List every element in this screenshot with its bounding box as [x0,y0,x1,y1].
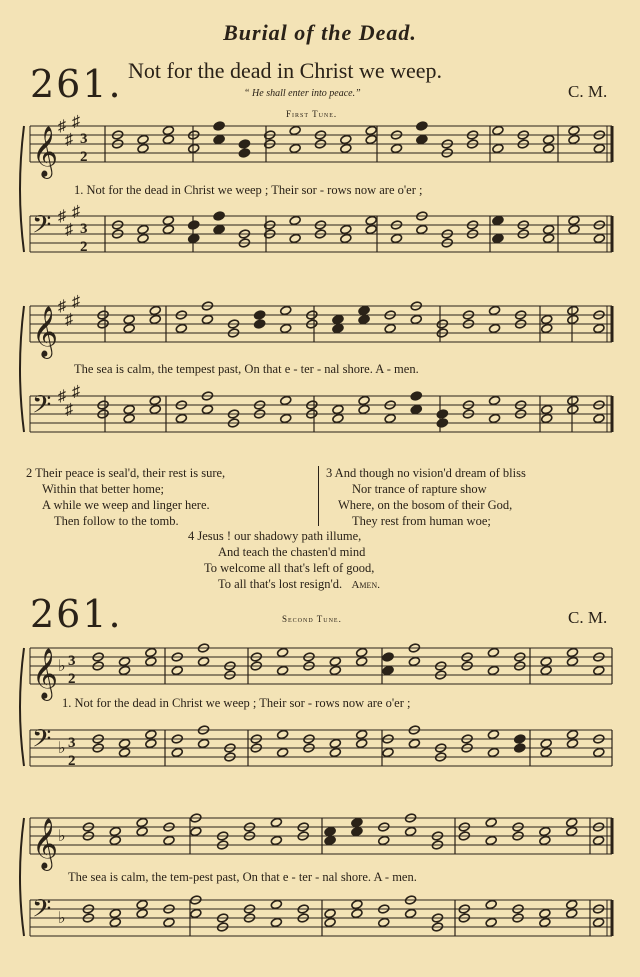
verse-3 [326,465,526,529]
note [162,215,174,225]
note [543,233,555,243]
flat-icon: ♭ [58,740,66,757]
note [543,224,555,234]
note [351,817,363,827]
time-signature-top: 3 [80,221,88,238]
note [289,143,301,153]
note [592,835,604,845]
note [358,404,370,414]
note [280,305,292,315]
note [324,908,336,918]
note [566,908,578,918]
treble-clef-icon: 𝄞 [32,307,59,356]
note [487,729,499,739]
note [162,224,174,234]
note [567,314,579,324]
note [408,656,420,666]
sharp-icon: ♯ [65,401,73,419]
note [488,305,500,315]
verse-4 [188,528,380,593]
note [277,729,289,739]
note [175,413,187,423]
note [145,738,157,748]
bass-clef-icon: 𝄢 [32,391,52,425]
note [410,391,422,401]
note [488,323,500,333]
lyrics-line: 1. Not for the dead in Christ we weep ; Their sor - rows now are o'er ; [62,696,411,710]
note [277,665,289,675]
note [390,143,402,153]
note [492,125,504,135]
note [123,314,135,324]
note [487,647,499,657]
treble-clef-icon: 𝄞 [32,127,59,176]
flat-icon: ♭ [58,658,66,675]
note [485,899,497,909]
note [213,211,225,221]
note [492,215,504,225]
note [358,395,370,405]
note [358,314,370,324]
note [329,665,341,675]
note [280,395,292,405]
note [566,729,578,739]
note [137,233,149,243]
note [566,647,578,657]
sharp-icon: ♯ [72,293,80,311]
note [593,665,605,675]
verse-line: Nor trance of rapture show [352,482,487,496]
note [324,917,336,927]
note [541,314,553,324]
note [123,323,135,333]
note [136,817,148,827]
brace-icon [20,818,24,936]
note [539,826,551,836]
verse-2 [26,465,225,529]
note [488,395,500,405]
note [188,233,200,243]
note [543,143,555,153]
bass-clef-icon: 𝄢 [32,895,52,929]
note [188,143,200,153]
note [416,134,428,144]
note [149,314,161,324]
sharp-icon: ♯ [65,221,73,239]
verse-line: 4 Jesus ! our shadowy path illume, [188,529,362,543]
time-signature-bottom: 2 [80,239,88,256]
note [567,404,579,414]
note [540,738,552,748]
note [405,908,417,918]
note [485,835,497,845]
note [197,656,209,666]
note [592,917,604,927]
note [540,665,552,675]
brace-icon [20,306,24,432]
note [567,305,579,315]
time-signature-bottom: 2 [80,149,88,166]
note [492,233,504,243]
note [109,826,121,836]
sharp-icon: ♯ [58,388,66,405]
note [566,817,578,827]
note [540,656,552,666]
note [378,917,390,927]
note [238,139,250,149]
verse-line: Where, on the bosom of their God, [338,498,513,512]
note [213,134,225,144]
note [118,738,130,748]
note [410,314,422,324]
note [136,908,148,918]
note [436,409,448,419]
note [270,835,282,845]
note [416,224,428,234]
hymn-number: 261. [30,62,123,106]
note [332,413,344,423]
note [149,305,161,315]
note [162,134,174,144]
note [568,224,580,234]
note [332,323,344,333]
note [358,305,370,315]
sharp-icon: ♯ [72,113,80,131]
verse-line: A while we weep and linger here. [42,498,210,512]
note [356,647,368,657]
note [593,143,605,153]
note [109,917,121,927]
note [123,413,135,423]
note [566,826,578,836]
note [188,220,200,230]
note [137,224,149,234]
note [543,134,555,144]
note [136,899,148,909]
note [351,826,363,836]
sharp-icon: ♯ [72,383,80,401]
note [351,899,363,909]
bass-clef-icon: 𝄢 [32,211,52,245]
verse-line: Within that better home; [42,482,165,496]
note [593,323,605,333]
flat-icon: ♭ [58,828,66,845]
note [277,747,289,757]
note [270,899,282,909]
note [332,314,344,324]
time-signature-top: 3 [68,653,76,670]
note [593,233,605,243]
note [324,826,336,836]
note [410,404,422,414]
note [118,747,130,757]
note [356,656,368,666]
note [270,817,282,827]
note [566,656,578,666]
note [356,738,368,748]
note [149,404,161,414]
note [332,404,344,414]
note [340,224,352,234]
note [137,134,149,144]
note [190,908,202,918]
note [382,747,394,757]
note [365,125,377,135]
verse-line: 2 Their peace is seal'd, their rest is sure, [26,466,226,480]
note [109,835,121,845]
note [213,121,225,131]
note [289,215,301,225]
verse-line: Then follow to the tomb. [54,514,179,528]
note [171,665,183,675]
note [329,738,341,748]
note [340,134,352,144]
note [329,656,341,666]
note [270,917,282,927]
sharp-icon: ♯ [72,203,80,221]
note [488,413,500,423]
note [149,395,161,405]
note [365,134,377,144]
note [539,835,551,845]
note [436,418,448,428]
note [384,323,396,333]
note [408,738,420,748]
sharp-icon: ♯ [65,131,73,149]
sharp-icon: ♯ [65,311,73,329]
note [540,747,552,757]
note [136,826,148,836]
note [566,899,578,909]
note [382,652,394,662]
note [254,310,266,320]
note [175,323,187,333]
note [109,908,121,918]
note [213,224,225,234]
note [514,743,526,753]
verse-line: They rest from human woe; [352,514,491,528]
sharp-icon: ♯ [58,118,66,135]
note [539,917,551,927]
meter-label: C. M. [568,82,608,101]
note [514,734,526,744]
verse-line: And teach the chasten'd mind [218,545,366,559]
note [171,747,183,757]
note [365,224,377,234]
verse-line: To welcome all that's left of good, [204,561,375,575]
section-title: Burial of the Dead. [223,20,417,45]
note [568,134,580,144]
note [487,747,499,757]
hymn-epigraph: “ He shall enter into peace.” [244,88,361,99]
note [238,148,250,158]
note [197,738,209,748]
note [390,233,402,243]
sharp-icon: ♯ [58,208,66,225]
hymn-number: 261. [30,592,123,636]
note [539,908,551,918]
bass-clef-icon: 𝄢 [32,725,52,759]
note [280,323,292,333]
note [378,835,390,845]
flat-icon: ♭ [58,910,66,927]
lyrics-line: 1. Not for the dead in Christ we weep ; Their sor - rows now are o'er ; [74,183,423,197]
note [145,729,157,739]
treble-clef-icon: 𝄞 [32,649,59,698]
note [568,125,580,135]
note [340,233,352,243]
note [145,647,157,657]
meter-label: C. M. [568,608,608,627]
note [485,817,497,827]
note [329,747,341,757]
hymn-first-line: Not for the dead in Christ we weep. [128,58,443,83]
note [356,729,368,739]
note [351,908,363,918]
note [485,917,497,927]
note [340,143,352,153]
note [566,738,578,748]
note [162,125,174,135]
time-signature-top: 3 [68,735,76,752]
note [541,323,553,333]
note [254,319,266,329]
verse-divider [318,466,319,526]
note [277,647,289,657]
note [123,404,135,414]
brace-icon [20,648,24,766]
treble-clef-icon: 𝄞 [32,819,59,868]
brace-icon [20,126,24,252]
note [201,314,213,324]
note [593,747,605,757]
note [487,665,499,675]
verse-line: To all that's lost resign'd. Amen. [218,577,380,591]
note [137,143,149,153]
note [190,826,202,836]
note [201,404,213,414]
note [145,656,157,666]
note [541,413,553,423]
note [567,395,579,405]
time-signature-bottom: 2 [68,671,76,688]
note [593,413,605,423]
tune-name: Second Tune. [282,614,342,624]
note [384,413,396,423]
sharp-icon: ♯ [58,298,66,315]
note [416,121,428,131]
note [492,143,504,153]
note [365,215,377,225]
note [280,413,292,423]
lyrics-line: The sea is calm, the tempest past, On that e - ter - nal shore. A - men. [74,362,419,376]
time-signature-top: 3 [80,131,88,148]
note [541,404,553,414]
note [405,826,417,836]
amen-label: Amen. [351,579,380,591]
tune-name: First Tune. [286,109,338,119]
lyrics-line: The sea is calm, the tem-pest past, On that e - ter - nal shore. A - men. [68,870,417,884]
note [382,665,394,675]
verse-line: 3 And though no vision'd dream of bliss [326,466,526,480]
note [289,233,301,243]
note [289,125,301,135]
note [163,835,175,845]
note [118,665,130,675]
time-signature-bottom: 2 [68,753,76,770]
note [163,917,175,927]
note [568,215,580,225]
note [324,835,336,845]
note [118,656,130,666]
